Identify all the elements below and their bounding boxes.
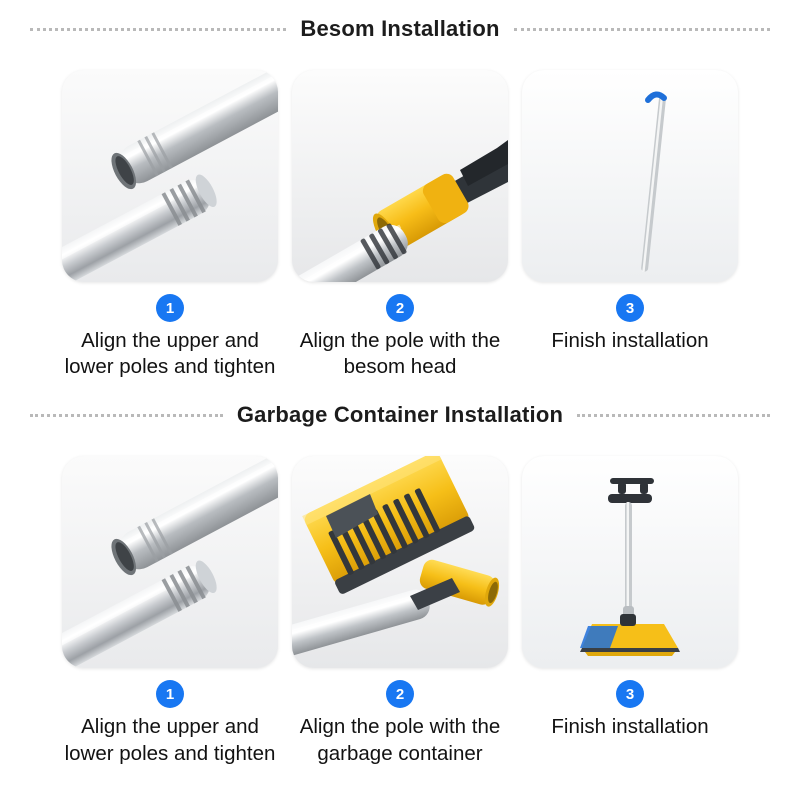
step-image-finished-container — [522, 456, 738, 668]
step-number-badge: 2 — [386, 294, 414, 322]
instruction-page — [0, 16, 800, 800]
step-image-pole-to-container — [292, 456, 508, 668]
step-image-poles — [62, 456, 278, 668]
step-caption: Align the pole with the garbage container — [299, 715, 501, 765]
step-caption: Align the upper and lower poles and tighten — [64, 329, 276, 379]
section-title: Besom Installation — [300, 16, 500, 41]
poles-illustration — [62, 456, 278, 668]
step-number-badge: 3 — [616, 294, 644, 322]
step-image-pole-to-head — [292, 70, 508, 282]
step-caption: Align the pole with the besom head — [299, 329, 501, 379]
step-number-badge: 1 — [156, 294, 184, 322]
section-header-garbage-container — [0, 402, 800, 428]
step-card — [62, 70, 278, 380]
steps-garbage-container — [0, 456, 800, 766]
step-card — [292, 456, 508, 766]
pole-into-head-illustration — [292, 70, 508, 282]
pole-into-container-illustration — [292, 456, 508, 668]
step-image-poles — [62, 70, 278, 282]
step-number-badge: 3 — [616, 680, 644, 708]
step-card — [62, 456, 278, 766]
step-card — [522, 70, 738, 380]
poles-illustration — [62, 70, 278, 282]
assembled-besom-illustration — [522, 70, 738, 282]
step-number-badge: 2 — [386, 680, 414, 708]
dotted-rule-right — [514, 28, 770, 31]
dotted-rule-left — [30, 414, 223, 417]
step-number-badge: 1 — [156, 680, 184, 708]
step-image-finished-besom — [522, 70, 738, 282]
assembled-dustpan-illustration — [522, 456, 738, 668]
step-caption: Align the upper and lower poles and tighten — [64, 715, 276, 765]
step-card — [292, 70, 508, 380]
section-header-besom — [0, 16, 800, 42]
step-card — [522, 456, 738, 766]
section-title: Garbage Container Installation — [236, 402, 564, 428]
step-caption: Finish installation — [551, 329, 709, 352]
dotted-rule-right — [577, 414, 770, 417]
steps-besom — [0, 70, 800, 380]
step-caption: Finish installation — [551, 715, 709, 739]
dotted-rule-left — [30, 28, 286, 31]
